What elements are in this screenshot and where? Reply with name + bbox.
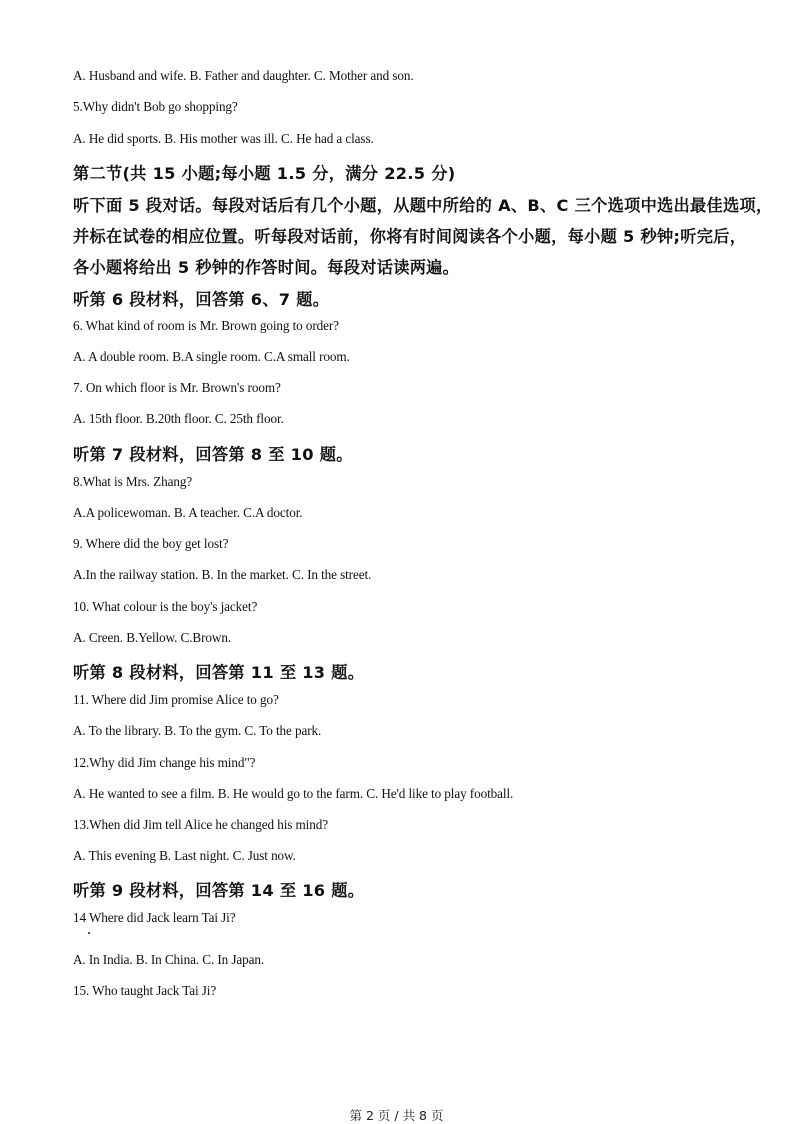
instructions-line-3: 各小题将给出 5 秒钟的作答时间。每段对话读两遍。 — [73, 258, 460, 277]
instructions-line-2: 并标在试卷的相应位置。听每段对话前，你将有时间阅读各个小题，每小题 5 秒钟;听完后， — [73, 227, 747, 246]
option-line-q11: A. To the library. B. To the gym. C. To the park. — [73, 723, 322, 738]
option-line-q9: A.In the railway station. B. In the market. C. In the street. — [73, 567, 372, 582]
question-6: 6. What kind of room is Mr. Brown going to order? — [73, 318, 339, 333]
question-10: 10. What colour is the boy's jacket? — [73, 599, 258, 614]
material-9-heading: 听第 9 段材料，回答第 14 至 16 题。 — [73, 881, 365, 900]
option-line-q14: A. In India. B. In China. C. In Japan. — [73, 952, 265, 967]
question-14: 14 Where did Jack learn Tai Ji? — [73, 910, 236, 925]
option-line-q4: A. Husband and wife. B. Father and daughter. C. Mother and son. — [73, 68, 414, 83]
question-5: 5.Why didn't Bob go shopping? — [73, 99, 238, 114]
page-footer: 第 2 页 / 共 8 页 — [349, 1108, 444, 1123]
instructions-line-1: 听下面 5 段对话。每段对话后有几个小题，从题中所给的 A、B、C 三个选项中选出最佳选项， — [73, 196, 773, 215]
question-13: 13.When did Jim tell Alice he changed his mind? — [73, 817, 328, 832]
option-line-q8: A.A policewoman. B. A teacher. C.A doctor. — [73, 505, 303, 520]
material-7-heading: 听第 7 段材料，回答第 8 至 10 题。 — [73, 445, 353, 464]
question-15: 15. Who taught Jack Tai Ji? — [73, 983, 217, 998]
material-6-heading: 听第 6 段材料，回答第 6、7 题。 — [73, 290, 330, 309]
question-12: 12.Why did Jim change his mind"? — [73, 755, 256, 770]
section-heading: 第二节(共 15 小题;每小题 1.5 分，满分 22.5 分) — [73, 164, 456, 183]
stray-mark — [88, 932, 90, 934]
question-11: 11. Where did Jim promise Alice to go? — [73, 692, 279, 707]
question-7: 7. On which floor is Mr. Brown's room? — [73, 380, 281, 395]
question-9: 9. Where did the boy get lost? — [73, 536, 229, 551]
material-8-heading: 听第 8 段材料，回答第 11 至 13 题。 — [73, 663, 365, 682]
option-line-q7: A. 15th floor. B.20th floor. C. 25th floor. — [73, 411, 284, 426]
option-line-q6: A. A double room. B.A single room. C.A small room. — [73, 349, 350, 364]
option-line-q5: A. He did sports. B. His mother was ill. C. He had a class. — [73, 131, 374, 146]
option-line-q13: A. This evening B. Last night. C. Just now. — [73, 848, 296, 863]
option-line-q10: A. Creen. B.Yellow. C.Brown. — [73, 630, 232, 645]
option-line-q12: A. He wanted to see a film. B. He would go to the farm. C. He'd like to play football. — [73, 786, 514, 801]
question-8: 8.What is Mrs. Zhang? — [73, 474, 193, 489]
